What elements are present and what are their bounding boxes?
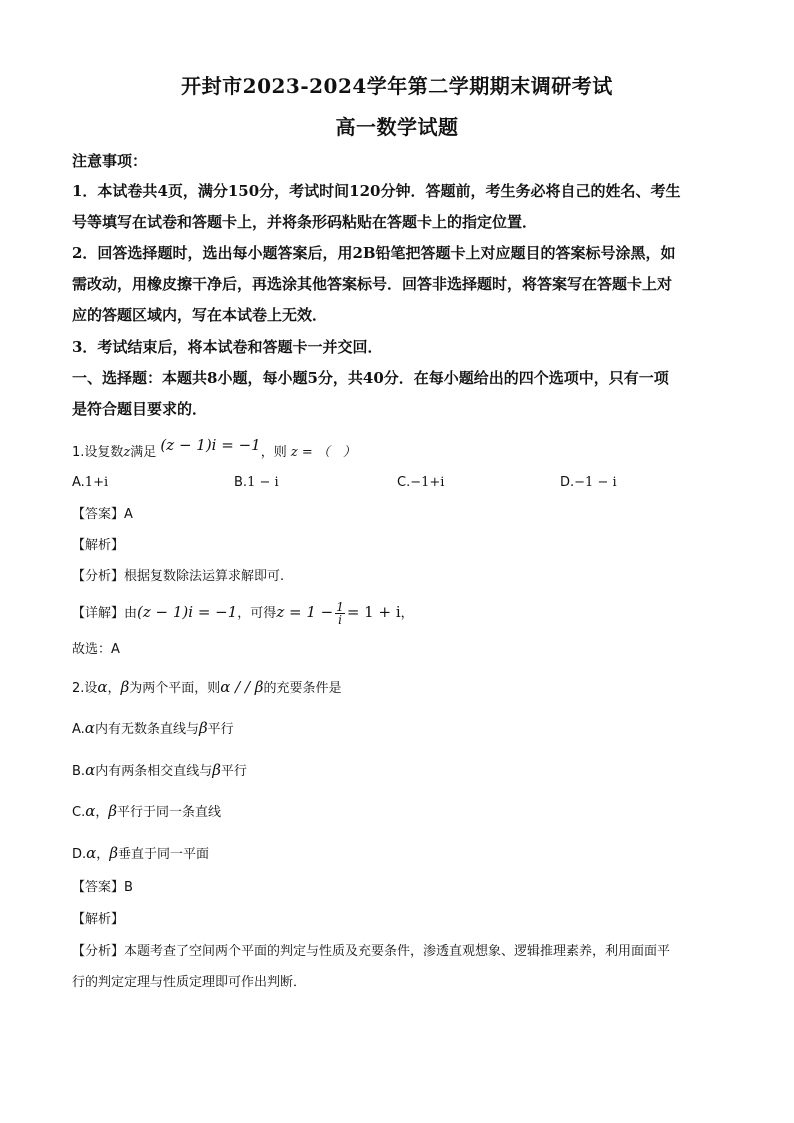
q1-fenxi: 【分析】根据复数除法运算求解即可. bbox=[72, 569, 285, 584]
q2-answer: 【答案】B bbox=[72, 880, 133, 895]
q1-choose: 故选：A bbox=[72, 642, 120, 657]
notes-item1-line1: 1．本试卷共4页，满分150分，考试时间120分钟．答题前，考生务必将自己的姓名、考生 bbox=[72, 182, 681, 200]
q1-options bbox=[72, 473, 732, 493]
section1-line2: 是符合题目要求的． bbox=[72, 400, 208, 418]
q1-ask: z = （ ） bbox=[290, 445, 356, 460]
q1-mid: 满足 bbox=[130, 445, 157, 460]
q2-option-a: A.α内有无数条直线与β平行 bbox=[72, 719, 234, 737]
q1-option-c: C.−1+i bbox=[397, 475, 445, 490]
q1-detail: 【详解】由(z − 1)i = −1，可得z = 1 − $\frac{1}{i}$ = 1 + i， bbox=[72, 600, 414, 627]
q1-after: ，则 bbox=[260, 445, 287, 460]
q1-option-a: A.1+i bbox=[72, 475, 109, 490]
q2-fenxi-line1: 【分析】本题考查了空间两个平面的判定与性质及充要条件，渗透直观想象、逻辑推理素养，利用面面平 bbox=[72, 944, 671, 959]
q1-var-z: z bbox=[123, 445, 131, 460]
q1-analysis-label: 【解析】 bbox=[72, 538, 125, 553]
notes-item3: 3．考试结束后，将本试卷和答题卡一并交回． bbox=[72, 338, 383, 356]
q1-option-d: D.−1 − i bbox=[560, 475, 617, 490]
q1-prefix: 1.设复数 bbox=[72, 445, 124, 460]
notes-heading: 注意事项： bbox=[72, 152, 148, 170]
q2-option-d: D.α，β垂直于同一平面 bbox=[72, 844, 209, 862]
notes-item2-line2: 需改动，用橡皮擦干净后，再选涂其他答案标号．回答非选择题时，将答案写在答题卡上对 bbox=[72, 275, 673, 293]
q1-condition: (z − 1)i = −1 bbox=[160, 436, 261, 454]
q1-answer: 【答案】A bbox=[72, 507, 133, 522]
q1-fraction: $\frac{1}{i}$ bbox=[336, 600, 344, 627]
q2-option-c: C.α，β平行于同一条直线 bbox=[72, 802, 222, 820]
q2-stem: 2.设α，β为两个平面，则α / / β的充要条件是 bbox=[72, 678, 342, 696]
section1-line1: 一、选择题：本题共8小题，每小题5分，共40分．在每小题给出的四个选项中，只有一项 bbox=[72, 369, 669, 387]
q2-fenxi-line2: 行的判定定理与性质定理即可作出判断． bbox=[72, 975, 307, 990]
q2-analysis-label: 【解析】 bbox=[72, 912, 125, 927]
q1-stem bbox=[72, 436, 732, 463]
q1-detail-condition: (z − 1)i = −1 bbox=[137, 603, 238, 621]
q1-option-b: B.1 − i bbox=[234, 475, 279, 490]
exam-title: 开封市2023-2024学年第二学期期末调研考试 bbox=[181, 74, 613, 98]
exam-subtitle: 高一数学试题 bbox=[335, 115, 459, 139]
q2-option-b: B.α内有两条相交直线与β平行 bbox=[72, 761, 247, 779]
notes-item1-line2: 号等填写在试卷和答题卡上，并将条形码粘贴在答题卡上的指定位置． bbox=[72, 213, 538, 231]
notes-item2-line1: 2．回答选择题时，选出每小题答案后，用2B铅笔把答题卡上对应题目的答案标号涂黑，如 bbox=[72, 244, 676, 262]
notes-item2-line3: 应的答题区域内，写在本试卷上无效． bbox=[72, 306, 328, 324]
